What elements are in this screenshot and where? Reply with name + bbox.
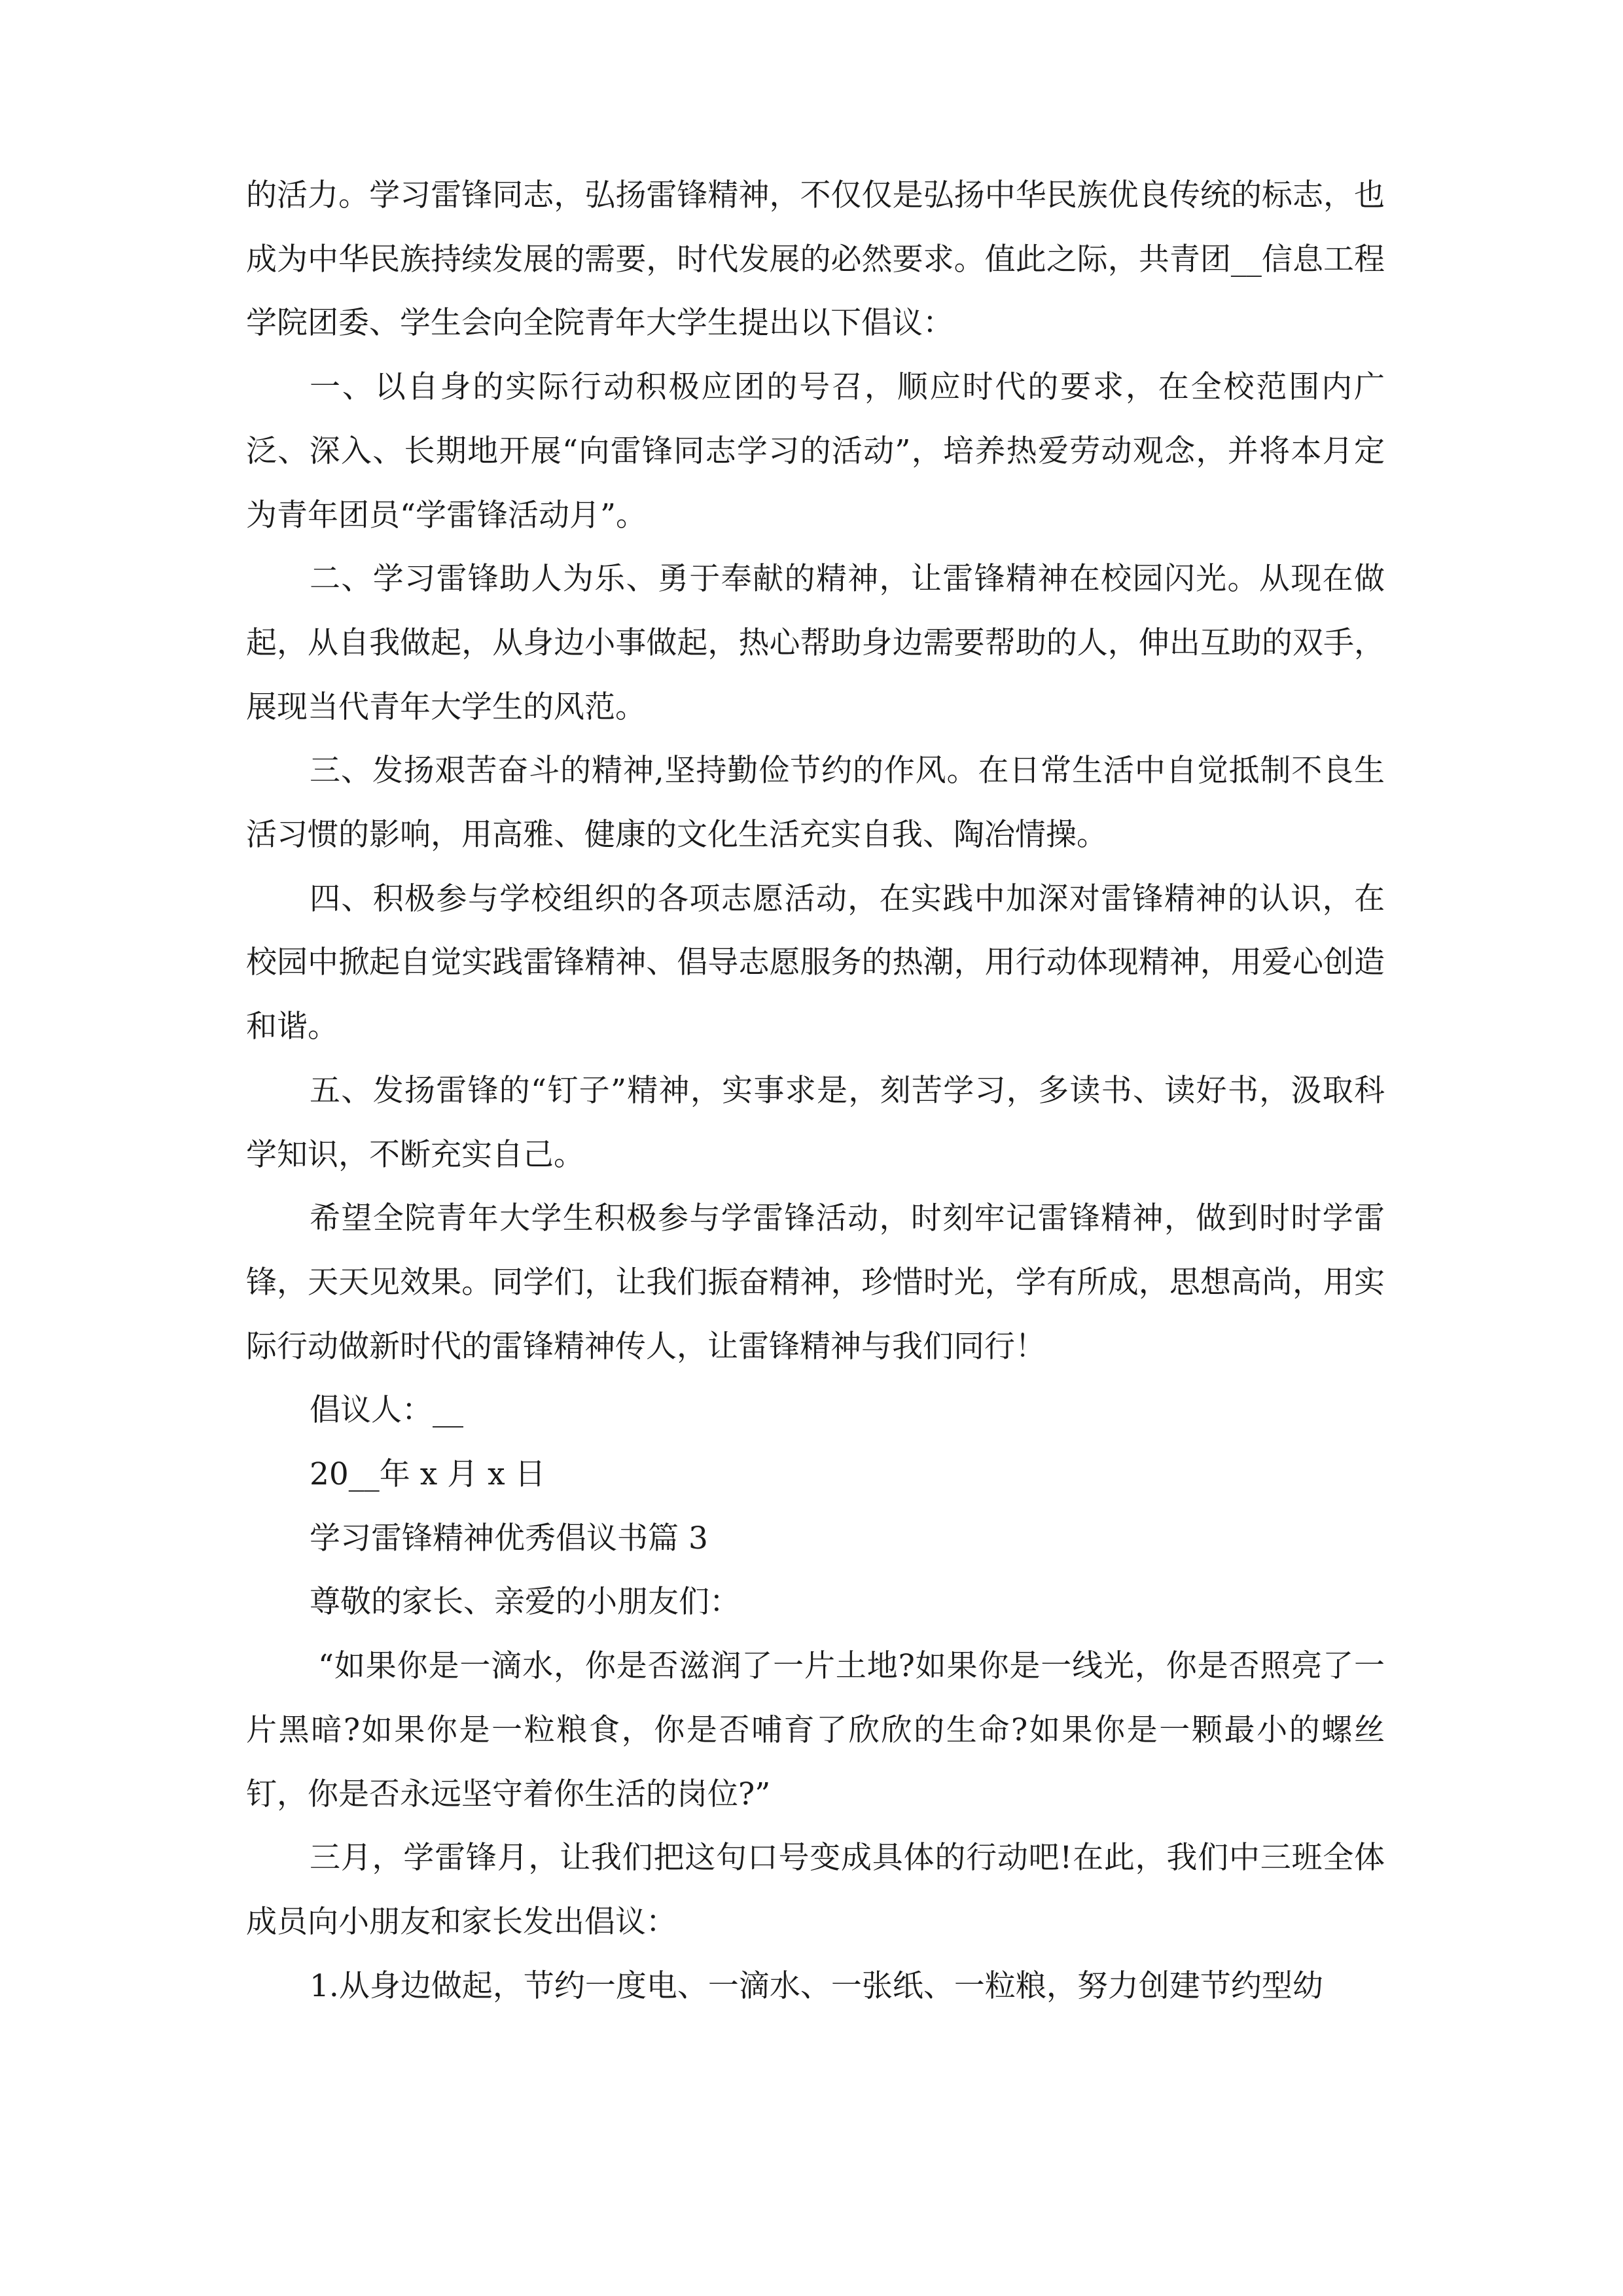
paragraph-proposal-1: 一、以自身的实际行动积极应团的号召，顺应时代的要求，在全校范围内广泛、深入、长期地开展“向雷锋同志学习的活动”，培养热爱劳动观念，并将本月定为青年团员“学雷锋活动月”。 (246, 369, 1385, 533)
paragraph-item-1: 1.从身边做起，节约一度电、一滴水、一张纸、一粒粮，努力创建节约型幼 (310, 1967, 1323, 2004)
document-body (246, 164, 1385, 2018)
signature-line: 倡议人：__ (310, 1392, 463, 1429)
paragraph-proposal-2: 二、学习雷锋助人为乐、勇于奉献的精神，让雷锋精神在校园闪光。从现在做起，从自我做起，从身边小事做起，热心帮助身边需要帮助的人，伸出互助的双手，展现当代青年大学生的风范。 (246, 561, 1385, 725)
paragraph-intro-continued: 的活力。学习雷锋同志，弘扬雷锋精神，不仅仅是弘扬中华民族优良传统的标志，也成为中华民族持续发展的需要，时代发展的必然要求。值此之际，共青团__信息工程学院团委、学生会向全院青年大学生提出以下倡议： (246, 177, 1385, 342)
paragraph-quote: “如果你是一滴水，你是否滋润了一片土地?如果你是一线光，你是否照亮了一片黑暗?如果你是一粒粮食，你是否哺育了欣欣的生命?如果你是一颗最小的螺丝钉，你是否永远坚守着你生活的岗位?” (246, 1648, 1385, 1812)
section-heading: 学习雷锋精神优秀倡议书篇 3 (310, 1520, 708, 1556)
paragraph-proposal-3: 三、发扬艰苦奋斗的精神,坚持勤俭节约的作风。在日常生活中自觉抵制不良生活习惯的影响，用高雅、健康的文化生活充实自我、陶冶情操。 (246, 753, 1385, 853)
paragraph-proposal-4: 四、积极参与学校组织的各项志愿活动，在实践中加深对雷锋精神的认识，在校园中掀起自觉实践雷锋精神、倡导志愿服务的热潮，用行动体现精神，用爱心创造和谐。 (246, 880, 1385, 1045)
paragraph-march-intro: 三月，学雷锋月，让我们把这句口号变成具体的行动吧!在此，我们中三班全体成员向小朋友和家长发出倡议： (246, 1840, 1385, 1940)
paragraph-proposal-5: 五、发扬雷锋的“钉子”精神，实事求是，刻苦学习，多读书、读好书，汲取科学知识，不断充实自己。 (246, 1072, 1385, 1173)
paragraph-closing-appeal: 希望全院青年大学生积极参与学雷锋活动，时刻牢记雷锋精神，做到时时学雷锋，天天见效果。同学们，让我们振奋精神，珍惜时光，学有所成，思想高尚，用实际行动做新时代的雷锋精神传人，让雷锋精神与我们同行！ (246, 1200, 1385, 1365)
salutation: 尊敬的家长、亲爱的小朋友们： (310, 1584, 740, 1621)
date-line: 20__年 x 月 x 日 (310, 1456, 546, 1493)
